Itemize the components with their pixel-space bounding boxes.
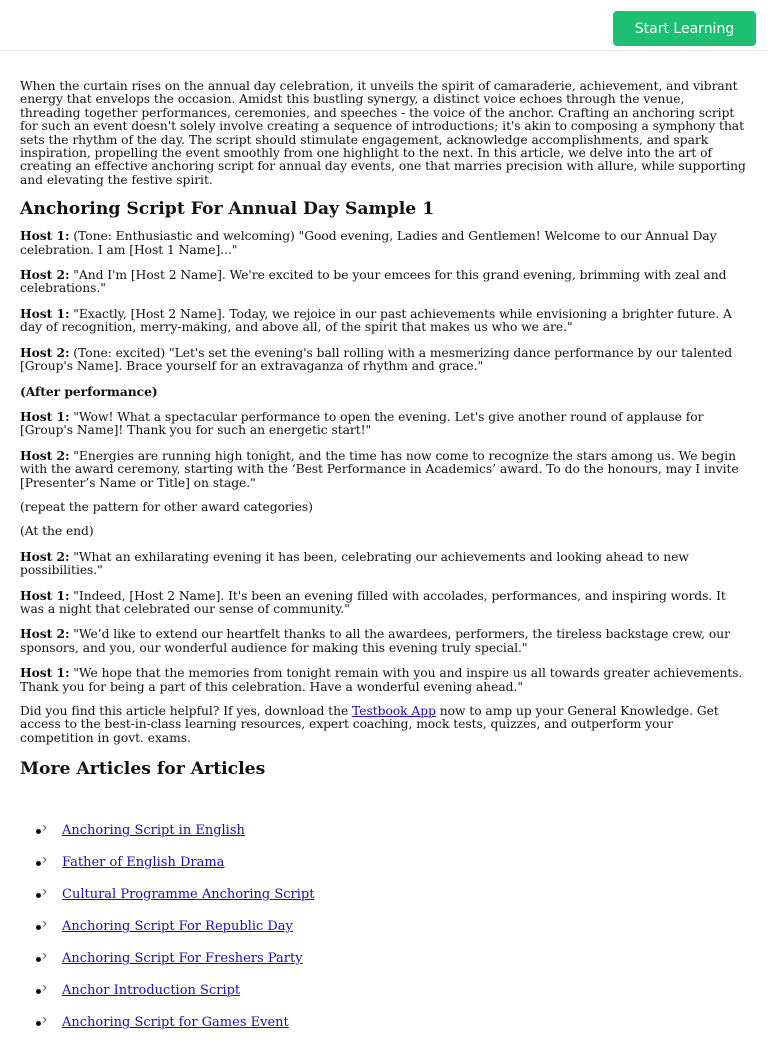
list-item [42,852,748,887]
script-text: "And I'm [Host 2 Name]. We're excited to be your emcees for this grand evening, brimming with zeal and celebrations." [20,268,727,296]
chevron-right-icon: › [42,820,48,837]
script-line [20,666,748,694]
script-text: "We’d like to extend our heartfelt thanks to all the awardees, performers, the tireless backstage crew, our sponsors, and you, our wonderful audience for making this evening truly special." [20,627,730,655]
speaker-label: Host 1: [20,408,70,424]
chevron-right-icon: › [42,980,48,997]
bullet-icon [36,829,41,834]
article-link[interactable]: Cultural Programme Anchoring Script [62,887,315,903]
bullet-icon [36,893,41,898]
intro-paragraph: When the curtain rises on the annual day celebration, it unveils the spirit of camaraderie, achievement, and vibrant energy that envelops the occasion. Amidst this bustling synergy, a distinct voice echoes through the venue, threading together performances, ceremonies, and speeches - the voice of the anchor. Crafting an anchoring script for such an event doesn't solely involve creating a sequence of introductions; it's akin to composing a symphony that sets the rhythm of the day. The script should stimulate engagement, acknowledge accomplishments, and spark inspiration, propelling the event smoothly from one highlight to the next. In this article, we delve into the art of creating an effective anchoring script for annual day events, one that marries precision with allure, while supporting and elevating the festive spirit. [20,79,746,187]
script-line [20,410,748,438]
list-item [42,884,748,919]
script-text: (Tone: Enthusiastic and welcoming) "Good evening, Ladies and Gentlemen! Welcome to our Annual Day celebration. I am [Host 1 Name]..." [20,229,717,257]
start-learning-button[interactable]: Start Learning [613,11,756,46]
list-item [42,820,748,855]
bullet-icon [36,957,41,962]
chevron-right-icon: › [42,884,48,901]
repeat-note: (repeat the pattern for other award categories) [20,499,313,514]
script-text: "Indeed, [Host 2 Name]. It's been an evening filled with accolades, performances, and inspiring words. It was a night that celebrated our sense of community." [20,588,726,616]
speaker-label: Host 2: [20,626,70,642]
script-text: "Wow! What a spectacular performance to open the evening. Let's give another round of applause for [Group's Name]! Thank you for such an energetic start!" [20,409,704,438]
chevron-right-icon: › [42,852,48,869]
speaker-label: Host 1: [20,305,70,321]
script-text: (Tone: excited) "Let's set the evening's ball rolling with a mesmerizing dance performance by our talented [Group's Name]. Brace yourself for an extravaganza of rhythm and grace." [20,345,733,374]
cta-text-after: now to amp up your General Knowledge. Get access to the best-in-class learning resources, expert coaching, mock tests, quizzes, and outperform your competition in govt. exams. [20,704,719,745]
more-articles-list [20,820,748,1047]
article-body [20,80,748,1047]
speaker-label: Host 1: [20,228,70,244]
script-line [20,627,748,655]
script-text: "Exactly, [Host 2 Name]. Today, we rejoice in our past achievements while envisioning a brighter future. A day of recognition, merry-making, and above all, of the spirit that makes us who we are." [20,306,732,335]
script-text: "What an exhilarating evening it has been, celebrating our achievements and looking ahead to new possibilities." [20,549,689,578]
at-end-note: (At the end) [20,524,94,539]
list-item [42,980,748,1015]
script-line [20,346,748,374]
speaker-label: Host 1: [20,665,70,681]
script-line [20,307,748,335]
top-header [0,0,768,51]
chevron-right-icon: › [42,916,48,933]
article-link[interactable]: Anchoring Script for Games Event [62,1015,289,1031]
cta-text-before: Did you find this article helpful? If yes, download the [20,704,353,718]
list-item [42,948,748,983]
article-link[interactable]: Father of English Drama [62,855,225,871]
article-link[interactable]: Anchoring Script For Republic Day [62,919,293,935]
bullet-icon [36,861,41,866]
speaker-label: Host 2: [20,267,70,283]
script-line [20,550,748,578]
script-line [20,589,748,617]
article-link[interactable]: Anchor Introduction Script [62,983,241,999]
script-text: "We hope that the memories from tonight remain with you and inspire us all towards greater achievements. Thank you for being a part of this celebration. Have a wonderful evening ahead." [20,666,743,694]
speaker-label: Host 1: [20,587,70,603]
speaker-label: Host 2: [20,548,70,564]
speaker-label: Host 2: [20,344,70,360]
after-performance-note [20,385,748,399]
list-item [42,916,748,951]
script-line [20,229,748,257]
sample-heading: Anchoring Script For Annual Day Sample 1 [20,199,435,220]
speaker-label: Host 2: [20,447,70,463]
after-performance-label: (After performance) [20,383,158,399]
more-articles-heading: More Articles for Articles [20,759,266,780]
cta-paragraph [20,705,748,745]
testbook-app-link[interactable]: Testbook App [352,704,436,718]
script-line [20,449,748,490]
chevron-right-icon: › [42,1012,48,1029]
article-link[interactable]: Anchoring Script For Freshers Party [62,951,303,967]
article-link[interactable]: Anchoring Script in English [62,823,245,839]
script-line [20,268,748,296]
bullet-icon [36,925,41,930]
chevron-right-icon: › [42,948,48,965]
script-text: "Energies are running high tonight, and the time has now come to recognize the stars among us. We begin with the award ceremony, starting with the ‘Best Performance in Academics’ award. To do the honours, may I invite [Presenter’s Name or Title] on stage." [20,448,739,490]
list-item [42,1012,748,1047]
bullet-icon [36,989,41,994]
